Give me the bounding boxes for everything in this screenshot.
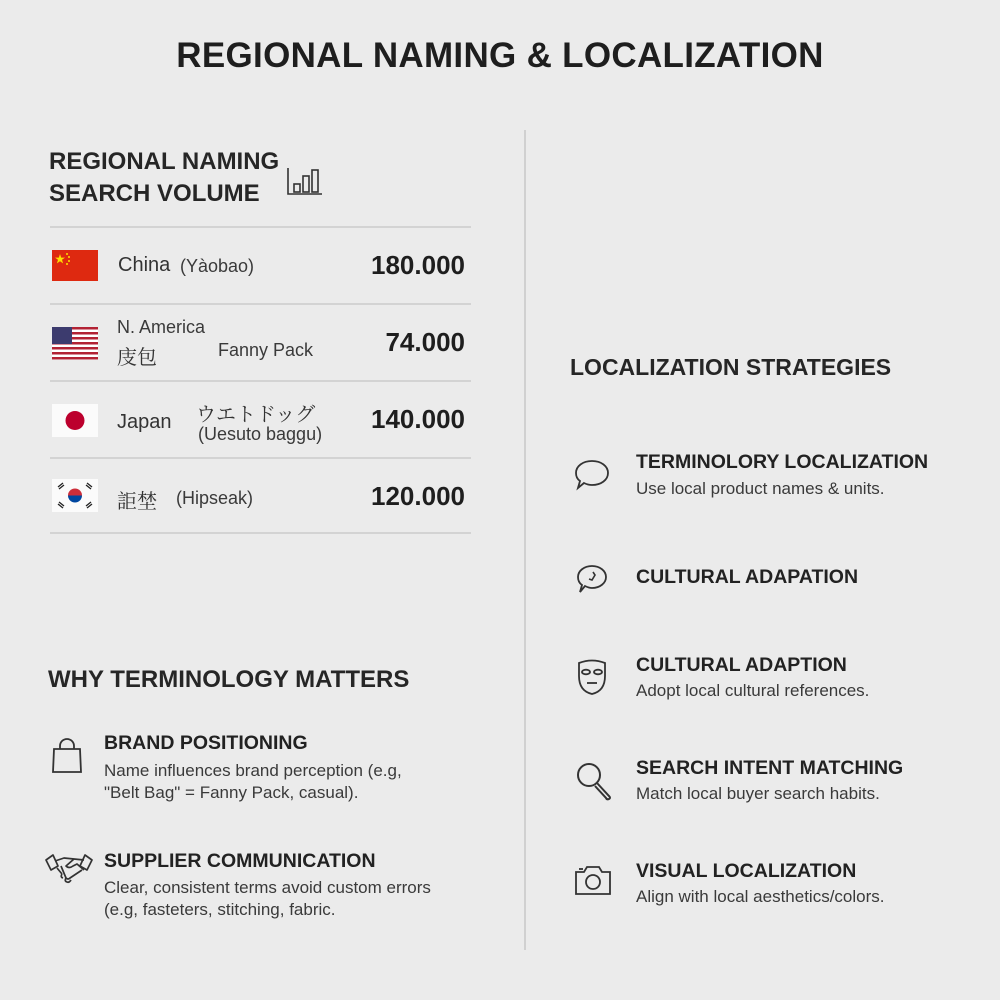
search-volume-value: 180.000 [371, 250, 465, 280]
item-desc-line2: (e.g, fasteters, stitching, fabric. [104, 900, 336, 919]
search-volume-heading [49, 146, 279, 210]
table-row-korea [50, 457, 471, 534]
handshake-icon [44, 852, 94, 888]
table-row-china [50, 226, 471, 303]
region-term-native: 庋包 [117, 347, 157, 369]
region-name: China [118, 254, 171, 276]
search-icon [575, 761, 613, 801]
item-desc: Adopt local cultural references. [636, 681, 870, 700]
shopping-bag-icon [50, 738, 84, 774]
column-divider [524, 130, 526, 950]
item-desc-line2: "Belt Bag" = Fanny Pack, casual). [104, 783, 359, 802]
region-name: N. America [117, 317, 206, 337]
region-name: 詎埜 [117, 491, 157, 513]
item-title: SEARCH INTENT MATCHING [636, 757, 904, 779]
item-title: CULTURAL ADAPATION [636, 566, 859, 588]
region-term-native: ウエトドッグ [196, 404, 316, 426]
search-volume-heading-line1: REGIONAL NAMING [49, 148, 280, 175]
region-term: Fanny Pack [218, 340, 314, 360]
item-title: BRAND POSITIONING [104, 732, 308, 754]
speech-bubble-icon [574, 458, 610, 492]
bar-chart-icon [286, 166, 324, 198]
japan-flag-icon [52, 404, 98, 437]
localization-strategies-heading: LOCALIZATION STRATEGIES [570, 354, 892, 380]
region-term: (Hipseak) [176, 488, 254, 508]
speech-bubble-phone-icon [575, 563, 609, 597]
korea-flag-icon [52, 479, 98, 512]
item-title: SUPPLIER COMMUNICATION [104, 850, 376, 872]
camera-icon [574, 864, 612, 896]
region-term: (Uesuto baggu) [198, 424, 323, 444]
search-volume-value: 120.000 [371, 481, 465, 511]
item-title: VISUAL LOCALIZATION [636, 860, 857, 882]
search-volume-value: 74.000 [385, 327, 465, 357]
item-title: CULTURAL ADAPTION [636, 654, 847, 676]
search-volume-value: 140.000 [371, 404, 465, 434]
why-terminology-heading: WHY TERMINOLOGY MATTERS [48, 666, 410, 693]
item-desc-line1: Name influences brand perception (e.g, [104, 761, 402, 780]
table-row-north-america [50, 303, 471, 380]
region-term: (Yàobao) [180, 256, 255, 276]
region-name: Japan [117, 411, 172, 433]
table-row-japan [50, 380, 471, 457]
main-title: REGIONAL NAMING & LOCALIZATION [176, 36, 824, 75]
usa-flag-icon [52, 327, 98, 360]
item-desc-line1: Clear, consistent terms avoid custom errors [104, 878, 431, 897]
item-desc: Align with local aesthetics/colors. [636, 887, 885, 906]
mask-icon [576, 658, 608, 696]
china-flag-icon [52, 250, 98, 281]
search-volume-table [50, 226, 471, 534]
item-title: TERMINOLORY LOCALIZATION [636, 451, 929, 473]
item-desc: Use local product names & units. [636, 479, 885, 498]
item-desc: Match local buyer search habits. [636, 784, 880, 803]
search-volume-heading-line2: SEARCH VOLUME [49, 180, 260, 207]
